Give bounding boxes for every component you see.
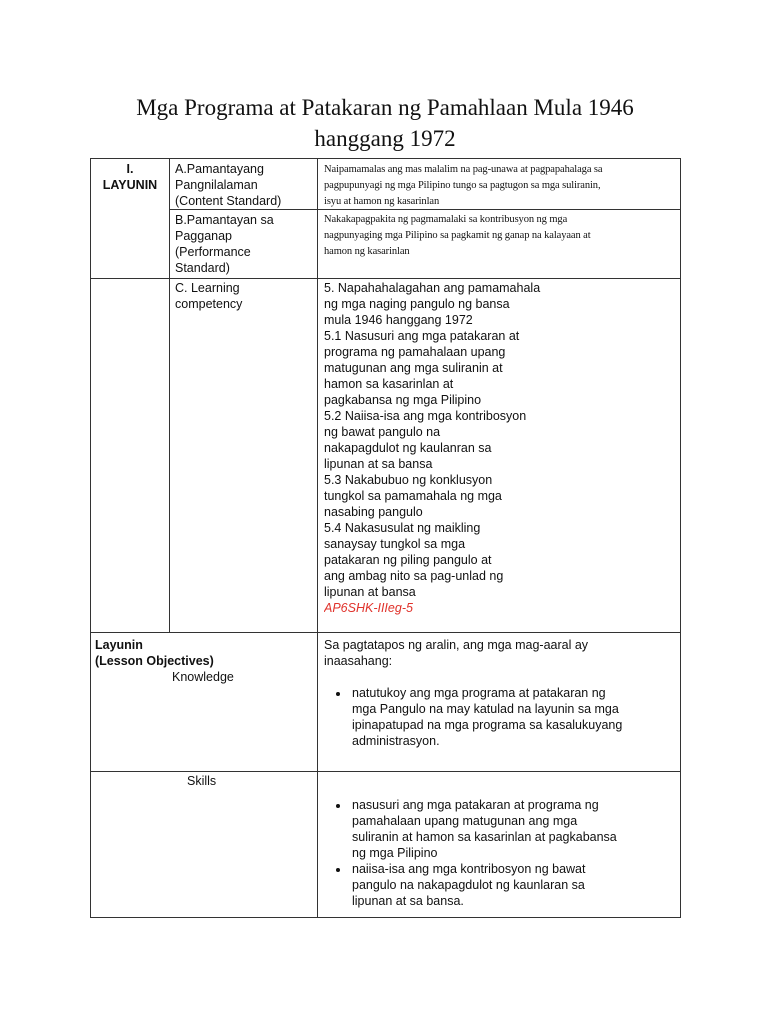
performance-standard-label-line: (Performance — [175, 245, 251, 259]
performance-standard-text-line: nagpunyaging mga Pilipino sa pagkamit ng ganap na kalayaan at — [324, 230, 591, 241]
row-divider-3 — [91, 632, 681, 633]
learning-competency-label-line: C. Learning — [175, 281, 240, 295]
performance-standard-label-line: B.Pamantayan sa — [175, 213, 274, 227]
knowledge-text-cell — [324, 637, 679, 749]
competency-line: nasabing pangulo — [324, 505, 423, 519]
skills-label-cell — [187, 773, 315, 789]
knowledge-bullet — [350, 685, 679, 749]
competency-line: nakapagdulot ng kaulanran sa — [324, 441, 492, 455]
content-standard-text-cell — [324, 162, 679, 210]
title-line-1: Mga Programa at Patakaran ng Pamahlaan Mula 1946 — [136, 95, 634, 120]
col-divider-1 — [169, 159, 170, 632]
bullet-line: • naiisa-isa ang mga kontribosyon ng bawat — [352, 862, 586, 876]
bullet-line: • natutukoy ang mga programa at patakaran ng — [352, 686, 606, 700]
competency-line: mula 1946 hanggang 1972 — [324, 313, 473, 327]
objectives-label-english: (Lesson Objectives) — [95, 654, 214, 668]
knowledge-bullet-list — [324, 685, 679, 749]
competency-line: patakaran ng piling pangulo at — [324, 553, 492, 567]
content-standard-label-line: Pangnilalaman — [175, 178, 258, 192]
content-standard-text-line: Naipamamalas ang mas malalim na pag-unawa at pagpapahalaga sa — [324, 164, 603, 175]
roman-numeral: I. — [126, 162, 134, 176]
title-line-2: hanggang 1972 — [314, 126, 456, 151]
content-standard-label-line: (Content Standard) — [175, 194, 282, 208]
knowledge-label: Knowledge — [172, 670, 234, 684]
bullet-line: suliranin at hamon sa kasarinlan at pagkabansa — [352, 830, 617, 844]
competency-line: lipunan at sa bansa — [324, 457, 433, 471]
competency-line: pagkabansa ng mga Pilipino — [324, 393, 482, 407]
content-standard-label-cell — [175, 161, 315, 209]
competency-line: matugunan ang mga suliranin at — [324, 361, 503, 375]
page-title — [90, 92, 680, 154]
bullet-line: • nasusuri ang mga patakaran at programa ng — [352, 798, 599, 812]
content-standard-label-line: A.Pamantayang — [175, 162, 264, 176]
bullet-line: pangulo na nakapagdulot ng kaunlaran sa — [352, 878, 585, 892]
bullet-line: lipunan at sa bansa. — [352, 894, 464, 908]
col-divider-2 — [317, 159, 318, 918]
layunin-label: LAYUNIN — [102, 178, 158, 192]
performance-standard-label-line: Standard) — [175, 261, 230, 275]
competency-line: tungkol sa pamamahala ng mga — [324, 489, 502, 503]
skills-label: Skills — [187, 774, 217, 788]
performance-standard-text-line: hamon ng kasarinlan — [324, 246, 410, 257]
bullet-line: administrasyon. — [352, 734, 440, 748]
skills-bullet — [350, 861, 679, 909]
competency-line: sanaysay tungkol sa mga — [324, 537, 466, 551]
competency-line: 5. Napahahalagahan ang pamamahala — [324, 281, 541, 295]
row-divider-4 — [91, 771, 681, 772]
lesson-plan-table — [90, 158, 681, 918]
competency-line: 5.3 Nakabubuo ng konklusyon — [324, 473, 493, 487]
objectives-intro-line: inaasahang: — [324, 654, 393, 668]
row-divider-2 — [91, 278, 681, 279]
competency-line: 5.2 Naiisa-isa ang mga kontribosyon — [324, 409, 527, 423]
bullet-line: ng mga Pilipino — [352, 846, 438, 860]
performance-standard-text-line: Nakakapagpakita ng pagmamalaki sa kontribusyon ng mga — [324, 214, 568, 225]
competency-code: AP6SHK-IIIeg-5 — [324, 601, 413, 615]
skills-bullet-list — [324, 797, 679, 909]
content-standard-text-line: isyu at hamon ng kasarinlan — [324, 196, 440, 207]
performance-standard-label-line: Pagganap — [175, 229, 233, 243]
learning-competency-label-cell — [175, 280, 315, 312]
skills-bullet — [350, 797, 679, 861]
competency-line: 5.4 Nakasusulat ng maikling — [324, 521, 481, 535]
competency-line: programa ng pamahalaan upang — [324, 345, 506, 359]
learning-competency-label-line: competency — [175, 297, 243, 311]
competency-line: ng bawat pangulo na — [324, 425, 441, 439]
objectives-label-cell — [95, 637, 315, 685]
performance-standard-text-cell — [324, 212, 679, 260]
bullet-line: ipinapatupad na mga programa sa kasalukuyang — [352, 718, 623, 732]
objectives-intro-line: Sa pagtatapos ng aralin, ang mga mag-aaral ay — [324, 638, 589, 652]
competency-line: hamon sa kasarinlan at — [324, 377, 454, 391]
bullet-line: pamahalaan upang matugunan ang mga — [352, 814, 578, 828]
competency-line: ang ambag nito sa pag-unlad ng — [324, 569, 504, 583]
performance-standard-label-cell — [175, 212, 315, 276]
layunin-header-cell — [91, 161, 169, 193]
bullet-line: mga Pangulo na may katulad na layunin sa mga — [352, 702, 619, 716]
competency-line: 5.1 Nasusuri ang mga patakaran at — [324, 329, 520, 343]
learning-competency-text-cell — [324, 280, 679, 616]
competency-line: ng mga naging pangulo ng bansa — [324, 297, 510, 311]
objectives-label: Layunin — [95, 638, 143, 652]
content-standard-text-line: pagpupunyagi ng mga Pilipino tungo sa pagtugon sa mga suliranin, — [324, 180, 601, 191]
skills-text-cell — [324, 797, 679, 909]
competency-line: lipunan at bansa — [324, 585, 416, 599]
